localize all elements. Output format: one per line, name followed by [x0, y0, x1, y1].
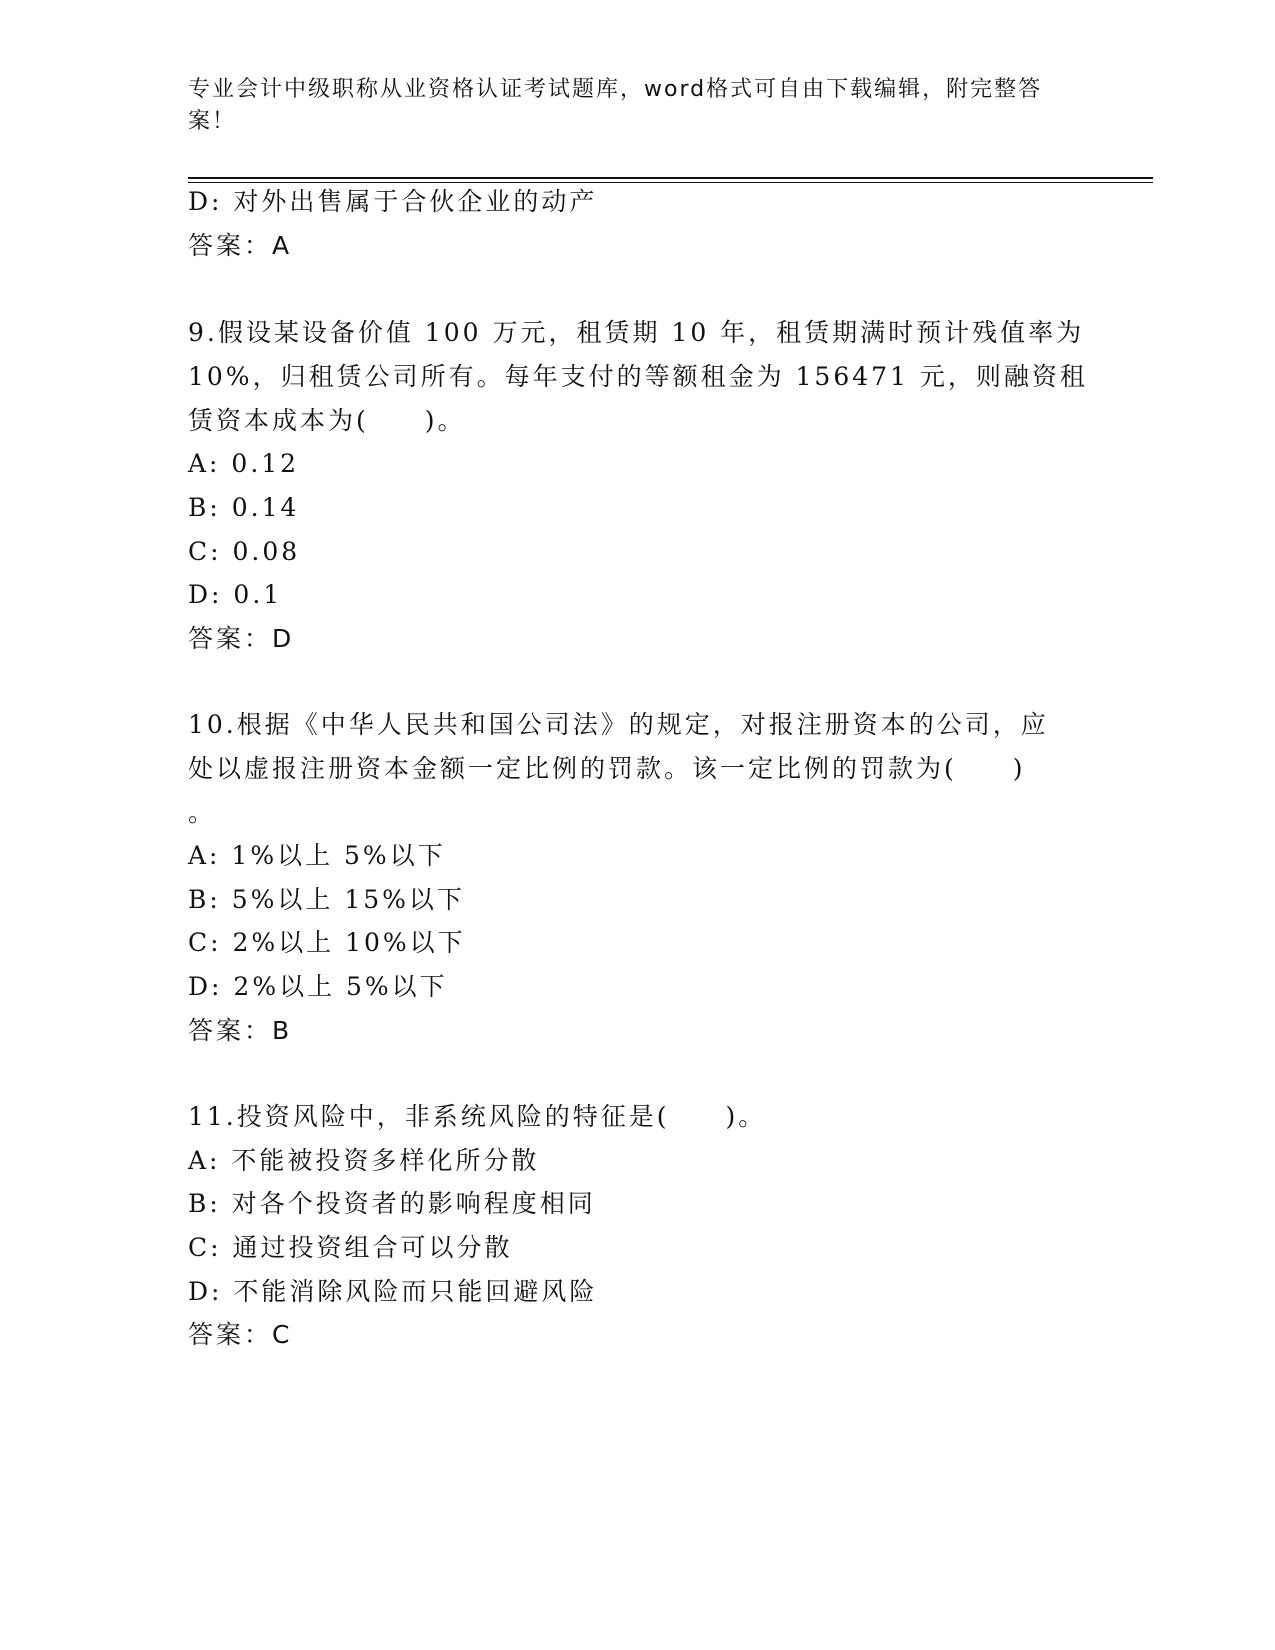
q11-answer: 答案：C	[188, 1320, 293, 1349]
q11-option-c: C: 通过投资组合可以分散	[188, 1233, 513, 1262]
q10-stem-line-1: 10.根据《中华人民共和国公司法》的规定，对报注册资本的公司，应	[188, 710, 1049, 739]
prev-question-answer: 答案：A	[188, 231, 293, 260]
q9-option-b: B: 0.14	[188, 493, 300, 522]
q11-option-a: A: 不能被投资多样化所分散	[188, 1146, 540, 1175]
q11-stem-line-1: 11.投资风险中，非系统风险的特征是( )。	[188, 1102, 767, 1131]
q10-stem-line-3: 。	[188, 798, 217, 827]
q10-option-a: A: 1%以上 5%以下	[188, 841, 446, 870]
q9-stem-line-2: 10%，归租赁公司所有。每年支付的等额租金为 156471 元，则融资租	[188, 362, 1088, 391]
prev-question-option-d: D: 对外出售属于合伙企业的动产	[188, 187, 598, 216]
q11-option-d: D: 不能消除风险而只能回避风险	[188, 1277, 598, 1306]
header-divider	[188, 177, 1153, 183]
q9-option-a: A: 0.12	[188, 449, 300, 478]
q9-stem-line-1: 9.假设某设备价值 100 万元，租赁期 10 年，租赁期满时预计残值率为	[188, 318, 1085, 347]
q9-answer: 答案：D	[188, 624, 295, 653]
q10-option-d: D: 2%以上 5%以下	[188, 972, 448, 1001]
q10-stem-line-2: 处以虚报注册资本金额一定比例的罚款。该一定比例的罚款为( )	[188, 754, 1026, 783]
q10-option-b: B: 5%以上 15%以下	[188, 885, 465, 914]
q9-option-d: D: 0.1	[188, 580, 283, 609]
page-header: 专业会计中级职称从业资格认证考试题库，word格式可自由下载编辑，附完整答案！	[188, 77, 1043, 134]
q9-stem-line-3: 赁资本成本为( )。	[188, 406, 466, 435]
q10-answer: 答案：B	[188, 1016, 293, 1045]
q9-option-c: C: 0.08	[188, 537, 301, 566]
q11-option-b: B: 对各个投资者的影响程度相同	[188, 1189, 596, 1218]
q10-option-c: C: 2%以上 10%以下	[188, 928, 466, 957]
